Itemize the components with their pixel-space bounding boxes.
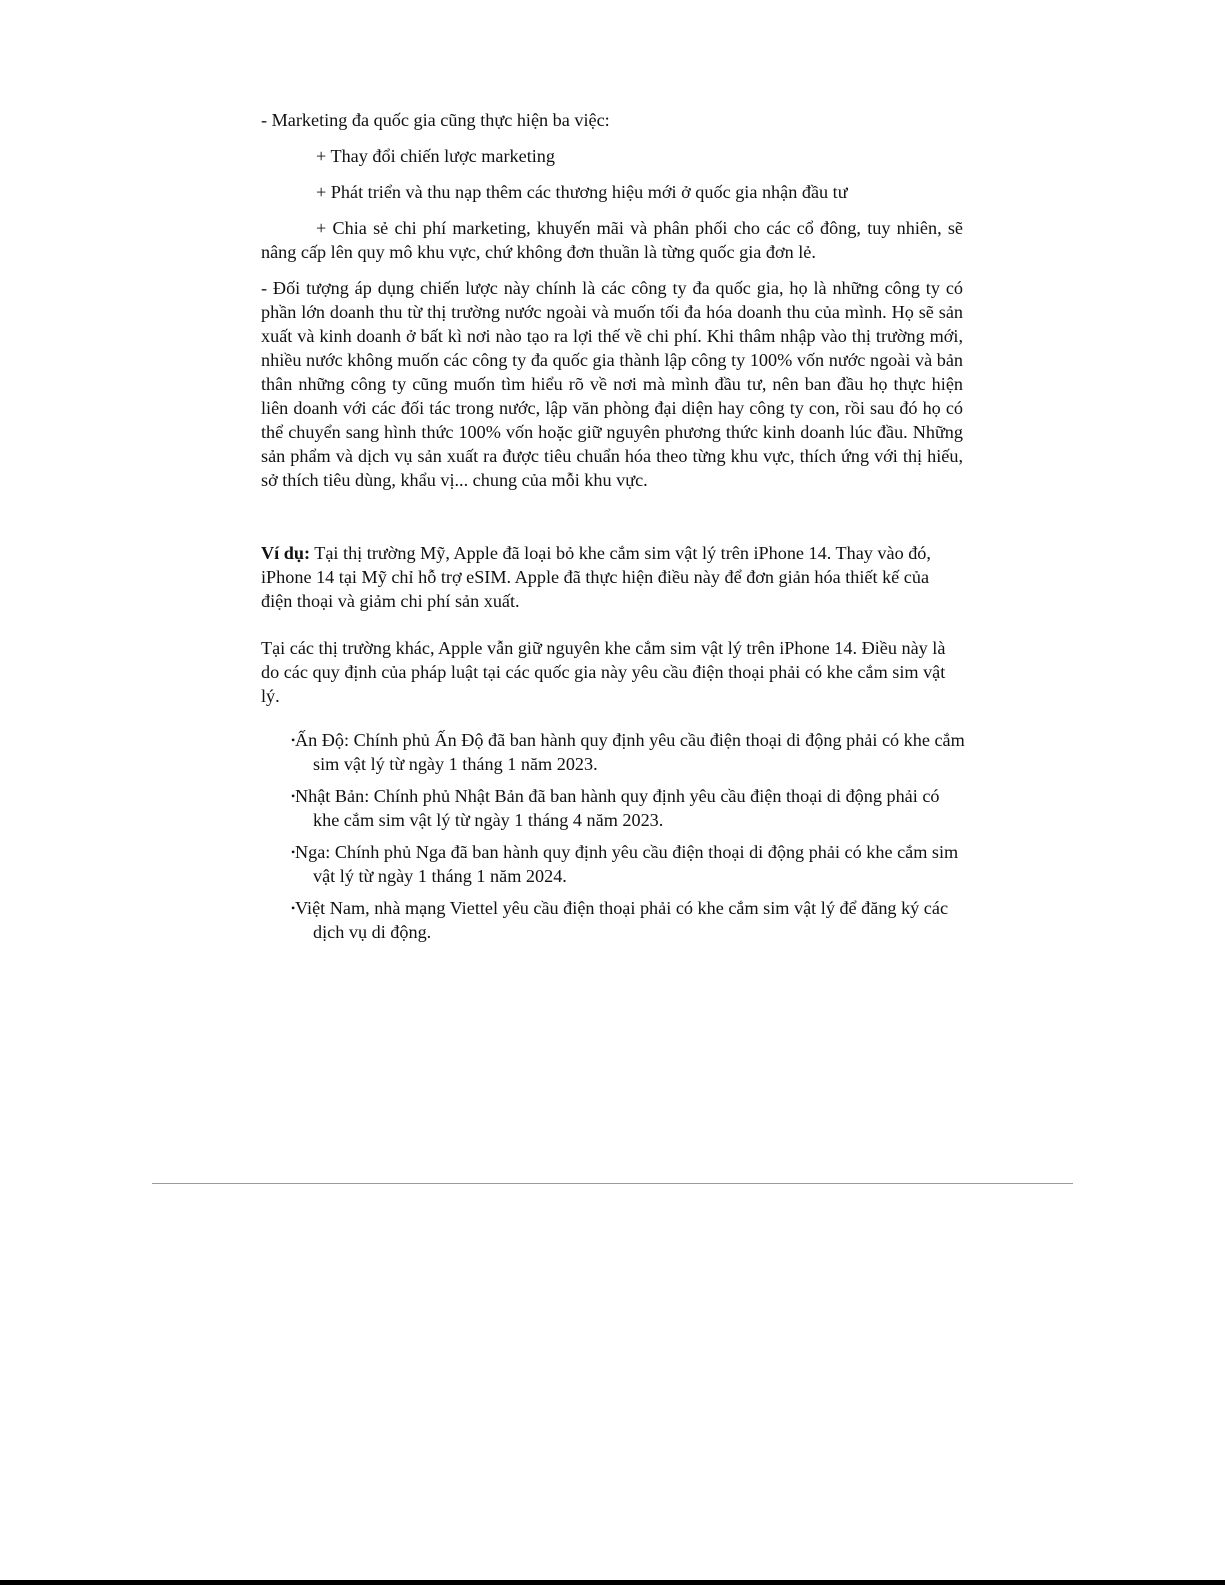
action-item: + Thay đổi chiến lược marketing [316, 146, 555, 166]
list-item [287, 896, 967, 944]
other-markets-paragraph: Tại các thị trường khác, Apple vẫn giữ nguyên khe cắm sim vật lý trên iPhone 14. Điều này là do các quy định của pháp luật tại các quốc gia này yêu cầu điện thoại phải có khe cắm sim vật lý. [261, 638, 946, 706]
example-label: Ví dụ: [261, 543, 311, 563]
example-paragraph [261, 541, 963, 613]
page-bottom-edge [0, 1580, 1225, 1585]
bullet-icon: • [291, 901, 296, 915]
intro-paragraph: - Marketing đa quốc gia cũng thực hiện ba việc: [261, 110, 610, 130]
list-item [287, 840, 967, 888]
country-list [287, 728, 967, 952]
footer-divider [152, 1183, 1073, 1184]
bullet-icon: • [291, 733, 296, 747]
action-item: + Chia sẻ chi phí marketing, khuyến mãi và phân phối cho các cổ đông, tuy nhiên, sẽ nâng cấp lên quy mô khu vực, chứ không đơn thuần là từng quốc gia đơn lẻ. [261, 218, 963, 262]
bullet-icon: • [291, 789, 296, 803]
target-paragraph: - Đối tượng áp dụng chiến lược này chính là các công ty đa quốc gia, họ là những công ty có phần lớn doanh thu từ thị trường nước ngoài và muốn tối đa hóa doanh thu của mình. Họ sẽ sản xuất và kinh doanh ở bất kì nơi nào tạo ra lợi thế về chi phí. Khi thâm nhập vào thị trường mới, nhiều nước không muốn các công ty đa quốc gia thành lập công ty 100% vốn nước ngoài và bản thân những công ty cũng muốn tìm hiểu rõ về nơi mà mình đầu tư, nên ban đầu họ thực hiện liên doanh với các đối tác trong nước, lập văn phòng đại diện hay công ty con, rồi sau đó họ có thể chuyển sang hình thức 100% vốn hoặc giữ nguyên phương thức kinh doanh lúc đầu. Những sản phẩm và dịch vụ sản xuất ra được tiêu chuẩn hóa theo từng khu vực, thích ứng với thị hiếu, sở thích tiêu dùng, khẩu vị... chung của mỗi khu vực. [261, 278, 963, 490]
list-item-text: Nga: Chính phủ Nga đã ban hành quy định yêu cầu điện thoại di động phải có khe cắm sim vật lý từ ngày 1 tháng 1 năm 2024. [295, 842, 959, 886]
example-text: Tại thị trường Mỹ, Apple đã loại bỏ khe cắm sim vật lý trên iPhone 14. Thay vào đó, iPhone 14 tại Mỹ chỉ hỗ trợ eSIM. Apple đã thực hiện điều này để đơn giản hóa thiết kế của điện thoại và giảm chi phí sản xuất. [261, 543, 931, 611]
list-item [287, 728, 967, 776]
bullet-icon: • [291, 845, 296, 859]
list-item-text: Việt Nam, nhà mạng Viettel yêu cầu điện thoại phải có khe cắm sim vật lý để đăng ký các dịch vụ di động. [295, 898, 949, 942]
list-item [287, 784, 967, 832]
list-item-text: Ấn Độ: Chính phủ Ấn Độ đã ban hành quy định yêu cầu điện thoại di động phải có khe cắm sim vật lý từ ngày 1 tháng 1 năm 2023. [295, 730, 965, 774]
list-item-text: Nhật Bản: Chính phủ Nhật Bản đã ban hành quy định yêu cầu điện thoại di động phải có khe cắm sim vật lý từ ngày 1 tháng 4 năm 2023. [295, 786, 940, 830]
action-item: + Phát triển và thu nạp thêm các thương hiệu mới ở quốc gia nhận đầu tư [316, 182, 848, 202]
